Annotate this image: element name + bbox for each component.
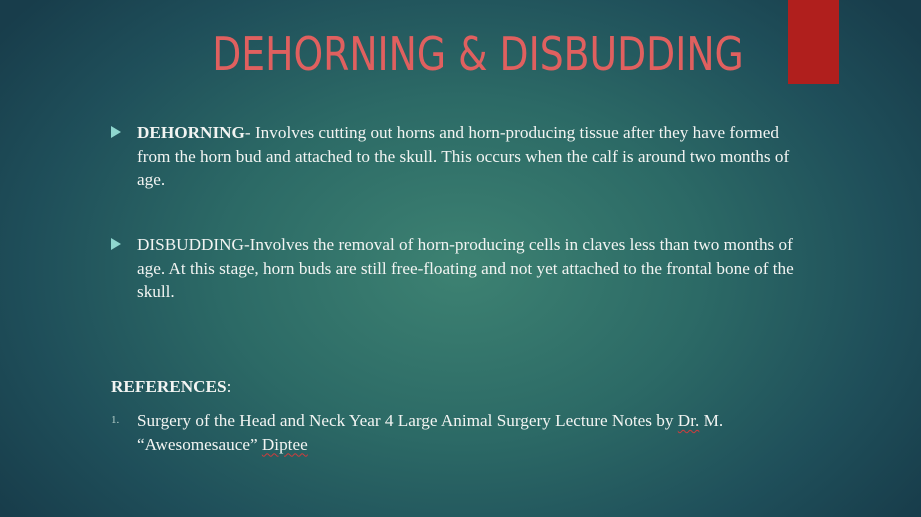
bullet-text: - Involves cutting out horns and horn-producing tissue after they have formed from the horn bud and attached to the skull. This occurs when the calf is around two months of age.	[137, 123, 790, 189]
reference-item	[111, 409, 831, 456]
reference-text: Surgery of the Head and Neck Year 4 Large Animal Surgery Lecture Notes by	[137, 411, 678, 430]
bullet-arrow-icon	[111, 238, 121, 250]
bullet-dehorning	[111, 121, 811, 192]
bullet-term: DEHORNING	[137, 123, 245, 142]
reference-number: 1.	[111, 414, 120, 426]
bullet-arrow-icon	[111, 126, 121, 138]
reference-text: M. “Awesomesauce”	[137, 411, 724, 454]
references-heading: REFERENCES:	[111, 377, 232, 396]
bullet-text: DISBUDDING-Involves the removal of horn-producing cells in claves less than two months of age. At this stage, horn buds are still free-floating and not yet attached to the frontal bone of the skull.	[137, 235, 794, 301]
slide-title: DEHORNING & DISBUDDING	[212, 27, 744, 81]
bullet-disbudding	[111, 233, 811, 304]
spellcheck-flagged-word: Dr.	[677, 411, 700, 430]
spellcheck-flagged-word: Diptee	[261, 434, 308, 454]
